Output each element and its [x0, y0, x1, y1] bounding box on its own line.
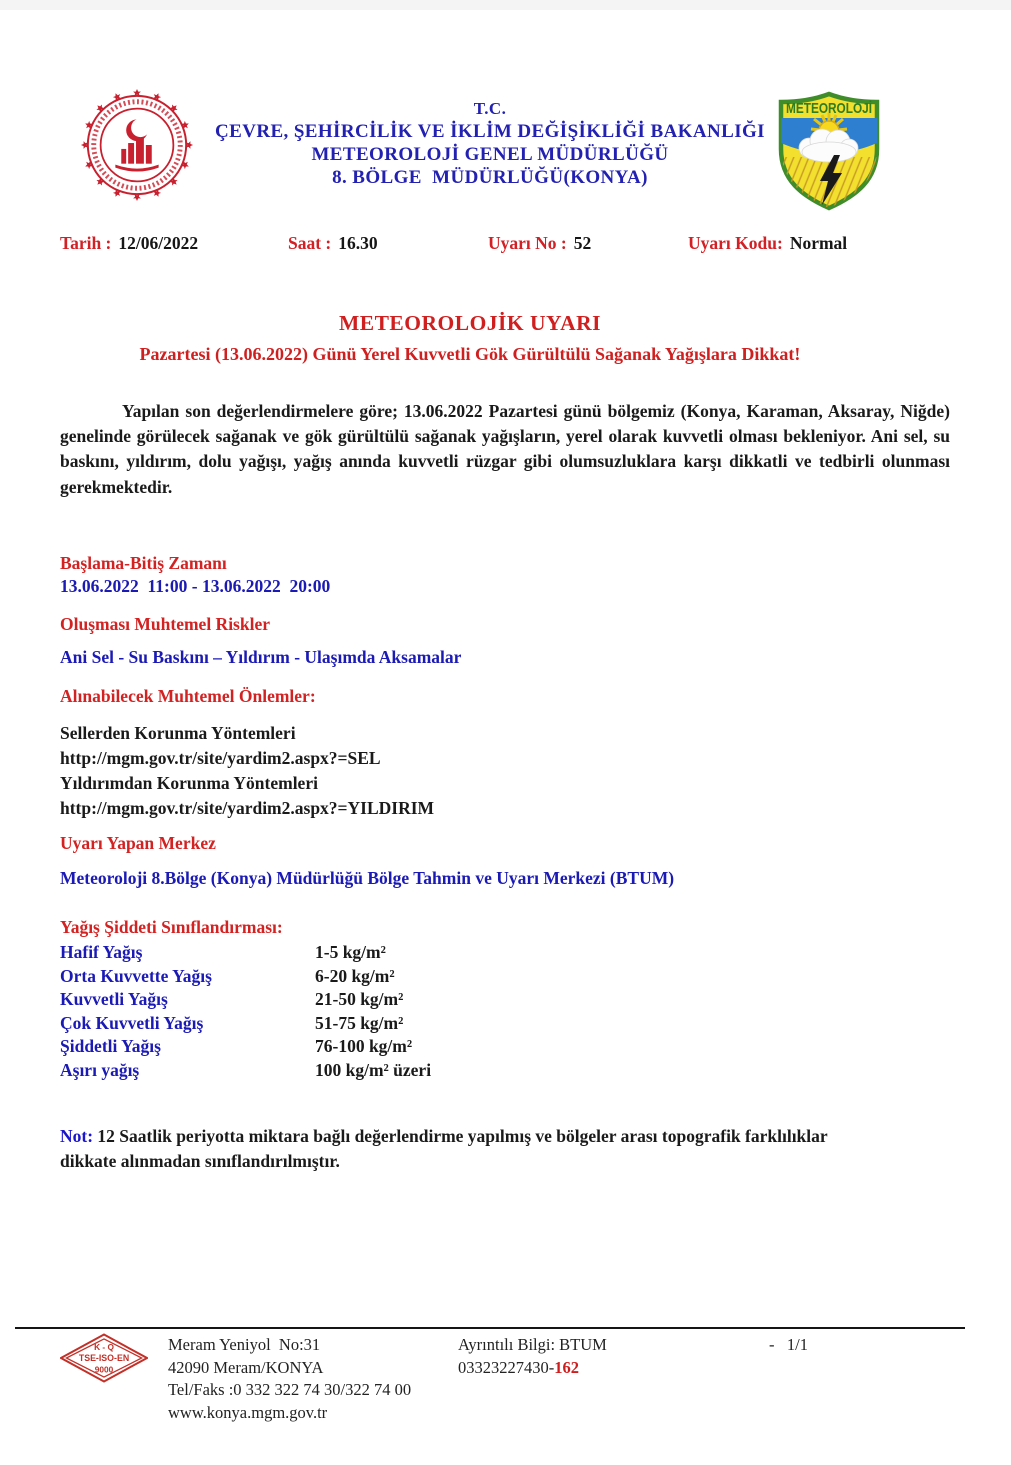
contact-label: Ayrıntılı Bilgi: BTUM	[458, 1335, 607, 1354]
warning-code-value: Normal	[789, 233, 848, 253]
footer-contact	[458, 1334, 607, 1379]
class-value: 51-75 kg/m²	[315, 1012, 404, 1033]
table-row	[60, 1035, 431, 1059]
info-warning-code	[688, 233, 847, 254]
table-row	[60, 965, 431, 989]
flood-protection-url: http://mgm.gov.tr/site/yardim2.aspx?=SEL	[60, 748, 381, 768]
class-label: Hafif Yağış	[60, 942, 143, 962]
class-label: Aşırı yağış	[60, 1059, 140, 1080]
warning-title: METEOROLOJİK UYARI	[338, 311, 602, 335]
risks-heading: Oluşması Muhtemel Riskler	[60, 614, 270, 634]
ministry-emblem-icon	[78, 85, 196, 205]
footer-address	[168, 1334, 411, 1424]
info-time	[288, 233, 378, 254]
header-ministry: ÇEVRE, ŞEHİRCİLİK VE İKLİM DEĞİŞİKLİĞİ BAKANLIĞI	[215, 121, 765, 142]
tse-line3: 9000	[94, 1364, 114, 1375]
header-title-block	[205, 97, 775, 189]
lightning-protection-url: http://mgm.gov.tr/site/yardim2.aspx?=YILDIRIM	[60, 798, 435, 818]
precautions-heading: Alınabilecek Muhtemel Önlemler:	[60, 686, 316, 706]
info-date	[60, 233, 198, 254]
class-value: 76-100 kg/m²	[315, 1036, 413, 1056]
note-text: 12 Saatlik periyotta miktara bağlı değerlendirme yapılmış ve bölgeler arası topografik farklılıklar dikkate alınmadan sınıflandırılmıştır.	[60, 1126, 828, 1171]
warning-code-label: Uyarı Kodu:	[688, 233, 783, 253]
page-indicator: - 1/1	[769, 1335, 808, 1354]
class-value: 6-20 kg/m²	[315, 965, 395, 986]
class-value: 21-50 kg/m²	[315, 989, 404, 1009]
flood-protection-title: Sellerden Korunma Yöntemleri	[60, 723, 296, 743]
classification-table	[60, 941, 431, 1082]
header-directorate: METEOROLOJİ GENEL MÜDÜRLÜĞÜ	[311, 144, 669, 165]
issuer-value: Meteoroloji 8.Bölge (Konya) Müdürlüğü Bölge Tahmin ve Uyarı Merkezi (BTUM)	[60, 868, 675, 888]
header-tc: T.C.	[473, 99, 507, 118]
table-row	[60, 941, 431, 965]
tse-line1: K - Q	[94, 1342, 114, 1353]
period-heading: Başlama-Bitiş Zamanı	[60, 553, 227, 573]
address-website: www.konya.mgm.gov.tr	[168, 1402, 328, 1422]
tse-line2: TSE-ISO-EN	[78, 1352, 130, 1363]
info-warning-no	[488, 233, 591, 254]
table-row	[60, 1059, 431, 1083]
class-label: Şiddetli Yağış	[60, 1036, 161, 1056]
page-top-edge	[0, 0, 1011, 10]
table-row	[60, 1012, 431, 1036]
address-telfax: Tel/Faks :0 332 322 74 30/322 74 00	[168, 1380, 412, 1399]
time-label: Saat :	[288, 233, 332, 253]
class-label: Çok Kuvvetli Yağış	[60, 1012, 204, 1033]
header-regional: 8. BÖLGE MÜDÜRLÜĞÜ(KONYA)	[332, 167, 648, 188]
issuer-heading: Uyarı Yapan Merkez	[60, 833, 216, 853]
warning-body-paragraph: Yapılan son değerlendirmelere göre; 13.06.2022 Pazartesi günü bölgemiz (Konya, Karaman, Aksaray, Niğde) genelinde görülecek sağanak ve gök gürültülü sağanak yağışların, yerel olarak kuvvetli olması bekleniyor. Ani sel, su baskını, yıldırım, dolu yağışı, yağış anında kuvvetli rüzgar gibi olumsuzluklara karşı dikkatli ve tedbirli olunması gerekmektedir.	[60, 401, 950, 497]
class-value: 1-5 kg/m²	[315, 942, 386, 962]
class-label: Orta Kuvvette Yağış	[60, 965, 212, 986]
date-label: Tarih :	[60, 233, 112, 253]
footer-divider	[15, 1327, 965, 1329]
phone-extension: 162	[554, 1357, 579, 1377]
note-paragraph	[60, 1124, 840, 1174]
lightning-protection-title: Yıldırımdan Korunma Yöntemleri	[60, 773, 318, 793]
class-label: Kuvvetli Yağış	[60, 989, 168, 1009]
address-street: Meram Yeniyol No:31	[168, 1335, 321, 1354]
date-value: 12/06/2022	[118, 233, 199, 253]
time-value: 16.30	[338, 233, 378, 253]
table-row	[60, 988, 431, 1012]
warning-no-value: 52	[573, 233, 592, 253]
class-value: 100 kg/m² üzeri	[315, 1059, 432, 1080]
meteoroloji-shield-icon	[772, 91, 886, 212]
period-value: 13.06.2022 11:00 - 13.06.2022 20:00	[60, 576, 331, 596]
address-city: 42090 Meram/KONYA	[168, 1357, 324, 1377]
shield-logo-label: METEOROLOJİ	[786, 100, 872, 117]
phone-prefix: 03323227430-	[458, 1357, 555, 1377]
risks-value: Ani Sel - Su Baskını – Yıldırım - Ulaşımda Aksamalar	[60, 647, 462, 667]
precaution-lines	[60, 721, 434, 821]
warning-subtitle: Pazartesi (13.06.2022) Günü Yerel Kuvvetli Gök Gürültülü Sağanak Yağışlara Dikkat!	[139, 344, 801, 364]
note-label: Not:	[60, 1126, 94, 1146]
contact-phone	[458, 1357, 607, 1380]
tse-iso-9000-icon	[60, 1333, 148, 1383]
warning-no-label: Uyarı No :	[488, 233, 567, 253]
classification-heading: Yağış Şiddeti Sınıflandırması:	[60, 917, 283, 937]
